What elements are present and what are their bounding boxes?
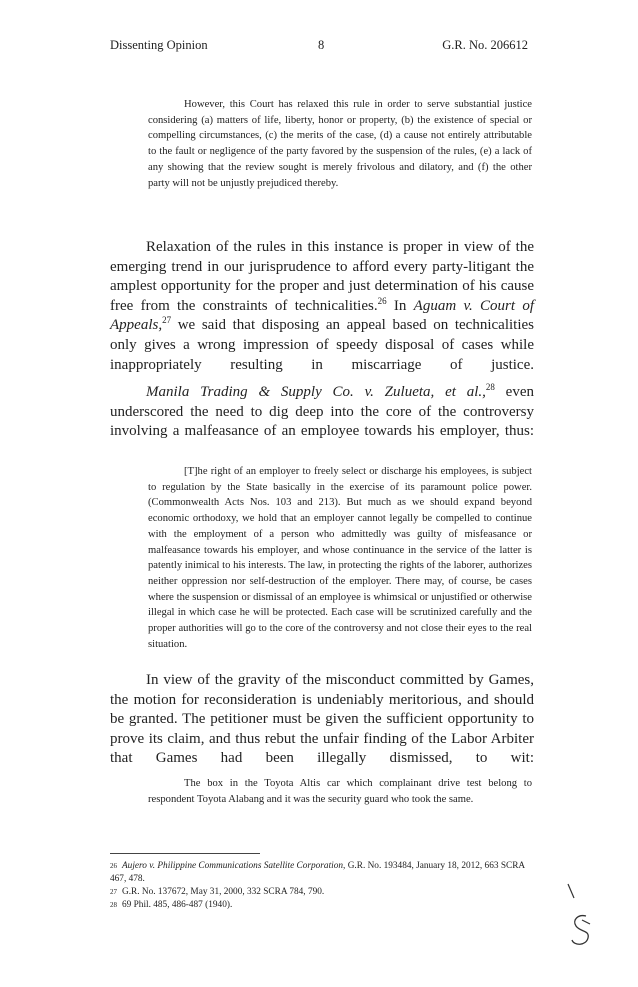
footnote-ref-28[interactable]: 28 [485,382,495,392]
case-number: G.R. No. 206612 [442,38,528,52]
header-title: Dissenting Opinion [110,38,208,52]
paragraph-3: In view of the gravity of the misconduct committed by Games, the motion for reconsideration is undeniably meritorious, and should be granted. The petitioner must be given the sufficient opportunity to prove its claim, and thus rebut the unfair finding of the Labor Arbiter that Games had been illegally dismissed, to wit: [110,672,534,767]
block-quote-3: The box in the Toyota Altis car which complainant drive test belong to respondent Toyota Alabang and it was the security guard who took the same. [148,778,532,805]
footnote-28: 28 69 Phil. 485, 486-487 (1940). [110,900,233,910]
block-quote-2: [T]he right of an employer to freely select or discharge his employees, is subject to regulation by the State basically in the exercise of its paramount police power. (Commonwealth Acts Nos. 103 and 213). But much as we should expand beyond economic orthodoxy, we hold that an employer cannot legally be compelled to continue with the employment of a person who admittedly was guilty of misfeasance or malfeasance towards his employer, and whose continuance in the service of the latter is patently inimical to his interests. The law, in protecting the rights of the laborer, authorizes neither oppression nor self-destruction of the employer. There may, of course, be cases where the suspension or dismissal of an employee is whimsical or unjustified or otherwise illegal in which case he will be protected. Each case will be scrutinized carefully and the proper authorities will go to the core of the controversy and not close their eyes to the real situation. [148,466,532,650]
page-header [110,38,528,58]
block-quote-1: However, this Court has relaxed this rule in order to serve substantial justice considering (a) matters of life, liberty, honor or property, (b) the existence of special or compelling circumstances, (c) the merits of the case, (d) a cause not entirely attributable to the fault or negligence of the party favored by the suspension of the rules, (e) a lack of any showing that the review sought is merely frivolous and dilatory, and (f) the other party will not be unjustly prejudiced thereby. [148,99,532,189]
case-citation: Manila Trading & Supply Co. v. Zulueta, et al., [146,384,486,400]
paragraph-2: Manila Trading & Supply Co. v. Zulueta, et al.,$^{28}$ even underscored the need to dig deep into the core of the controversy involving a malfeasance of an employee towards his employer, thus: [110,382,534,440]
footnote-divider [110,853,260,854]
footnote-27: 27 G.R. No. 137672, May 31, 2000, 332 SCRA 784, 790. [110,887,325,897]
page-number: 8 [318,38,325,52]
case-citation: Aguam v. Court of Appeals, [110,297,535,334]
footnote-ref-27[interactable]: 27 [162,315,172,326]
footnote-ref-26[interactable]: 26 [377,295,387,306]
paragraph-1: Relaxation of the rules in this instance is proper in view of the emerging trend in our jurisprudence to afford every party-litigant the amplest opportunity for the proper and just determination of his cause free from the constraints of technicalities.$^{26}$ In Aguam v. Court of Appeals,$^{27}$ we said that disposing an appeal based on technicalities only gives a wrong impression of speedy disposal of cases while inappropriately resulting in miscarriage of justice. [110,239,535,373]
footnote-26: 26 Aujero v. Philippine Communications Satellite Corporation, G.R. No. 193484, January 18, 2012, 663 SCRA 467, 478. [110,861,525,884]
signature-initials-icon [560,880,600,950]
